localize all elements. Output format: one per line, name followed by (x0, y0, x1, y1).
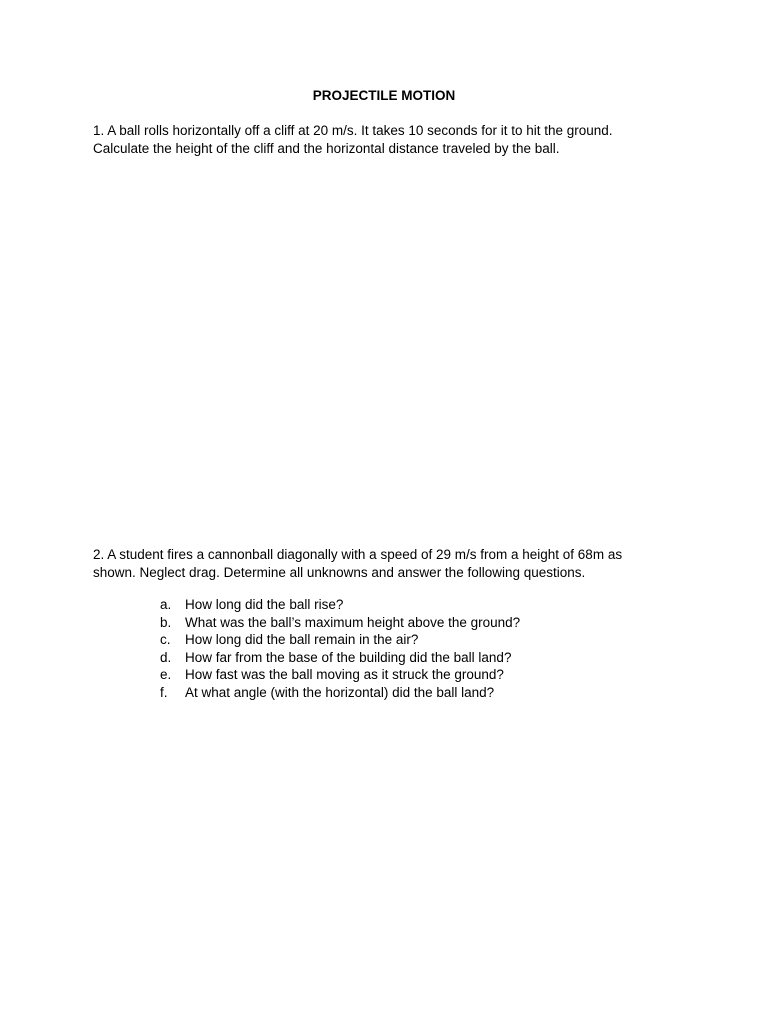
question-1-line-1: 1. A ball rolls horizontally off a cliff at 20 m/s. It takes 10 seconds for it to hit the ground. (93, 123, 613, 138)
subquestion-marker: b. (160, 614, 172, 630)
subquestion-marker: e. (160, 667, 172, 683)
subquestion-f (160, 684, 680, 702)
subquestion-text: How fast was the ball moving as it struck the ground? (185, 667, 504, 683)
subquestion-marker: c. (160, 632, 171, 648)
question-2 (93, 546, 693, 582)
subquestion-text: At what angle (with the horizontal) did the ball land? (185, 684, 495, 700)
subquestion-text: What was the ball’s maximum height above the ground? (185, 614, 521, 630)
subquestion-marker: f. (160, 684, 168, 700)
subquestion-e (160, 666, 680, 684)
question-2-subquestions (160, 596, 680, 702)
subquestion-b (160, 614, 680, 632)
question-2-line-1: 2. A student fires a cannonball diagonally with a speed of 29 m/s from a height of 68m as (93, 547, 623, 562)
subquestion-text: How long did the ball remain in the air? (185, 632, 419, 648)
question-1 (93, 122, 693, 158)
subquestion-text: How long did the ball rise? (185, 597, 344, 612)
subquestion-marker: d. (160, 649, 172, 665)
page-title: PROJECTILE MOTION (312, 88, 456, 103)
question-2-line-2: shown. Neglect drag. Determine all unknowns and answer the following questions. (93, 565, 586, 580)
subquestion-d (160, 649, 680, 667)
subquestion-marker: a. (160, 597, 172, 612)
question-1-line-2: Calculate the height of the cliff and the horizontal distance traveled by the ball. (93, 141, 560, 156)
subquestion-text: How far from the base of the building did the ball land? (185, 649, 512, 665)
subquestion-c (160, 631, 680, 649)
subquestion-a (160, 596, 680, 614)
